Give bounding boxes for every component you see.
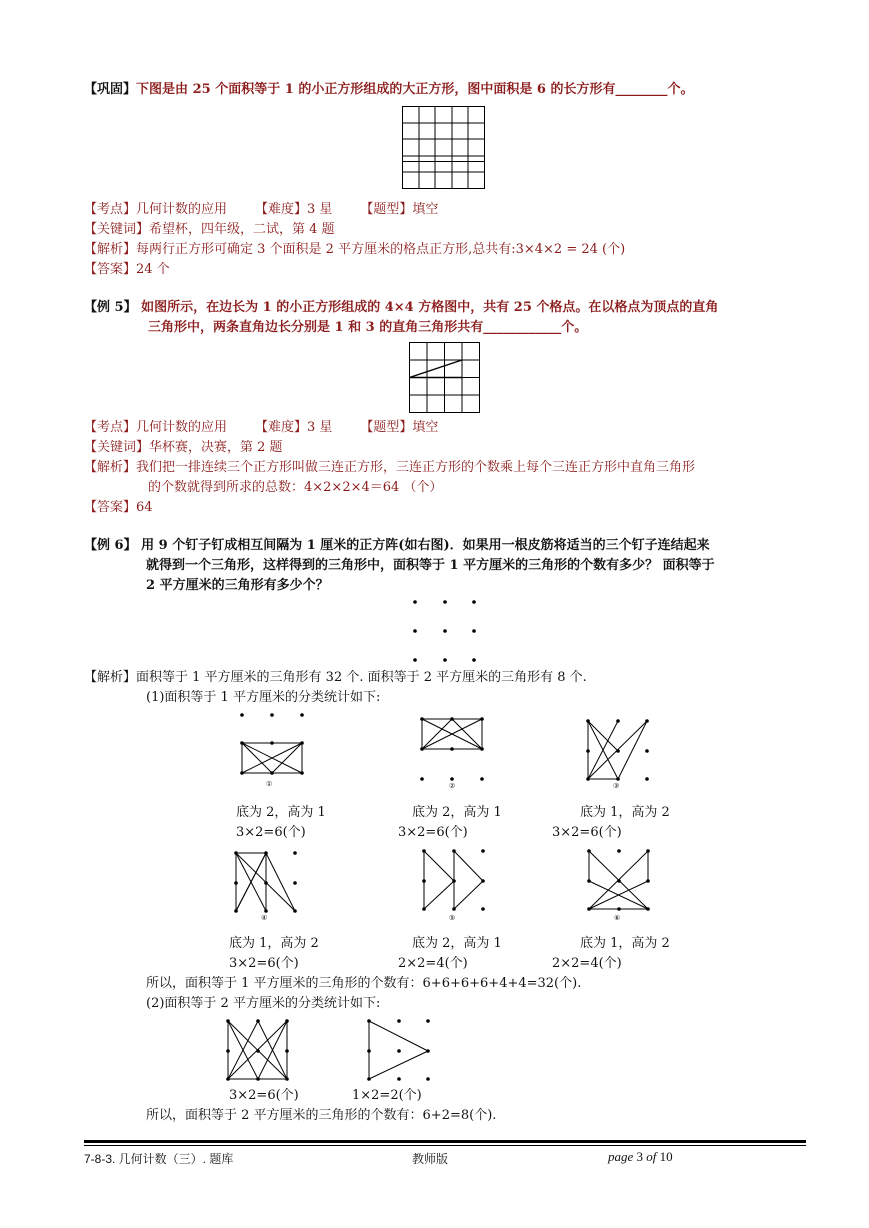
li5-answer: 【答案】64 (84, 500, 153, 515)
case-label-1: 底为 2，高为 1 (236, 805, 326, 820)
area2-count-1: 3×2=6(个) (229, 1088, 299, 1103)
case-figure-6 (586, 848, 652, 914)
li6-summary-1: 所以，面积等于 1 平方厘米的三角形的个数有：6+6+6+6+4+4=32(个). (146, 976, 582, 991)
gonggu-n1: 1 (284, 82, 294, 97)
case-number-4: ④ (261, 914, 268, 922)
li5-solution-1: 【解析】我们把一排连续三个正方形叫做三连正方形，三连正方形的个数乘上每个三连正方形中直角三角形 (84, 460, 696, 475)
li6-question-line1 (84, 536, 710, 556)
area2-figure-2 (366, 1018, 432, 1084)
case-figure-3 (585, 718, 651, 784)
gonggu-question (84, 80, 693, 100)
gonggu-text-a: 下图是由 (136, 82, 189, 97)
gonggu-solution: 【解析】每两行正方形可确定 3 个面积是 2 平方厘米的格点正方形,总共有:3×4×2 = 24 (个) (84, 242, 626, 257)
case-label-3: 底为 1，高为 2 (580, 805, 670, 820)
nine-dot-array (410, 598, 480, 664)
footer-page-of: of (643, 1149, 660, 1164)
li6-tag: 【例 6】 (84, 538, 137, 553)
footer-page (608, 1149, 673, 1165)
li6-part1-title: (1)面积等于 1 平方厘米的分类统计如下: (146, 690, 381, 705)
area2-count-2: 1×2=2(个) (352, 1088, 422, 1103)
footer-page-prefix: page (608, 1149, 637, 1164)
footer-rule-thick (84, 1140, 806, 1143)
li6-text-1: 用 9 个钉子钉成相互间隔为 1 厘米的正方阵(如右图)．如果用一根皮筋将适当的三个钉子连结起来 (141, 538, 710, 553)
gonggu-n25: 25 (192, 82, 211, 97)
li5-question-line1 (84, 298, 718, 318)
case-label-6: 底为 1，高为 2 (580, 936, 670, 951)
gonggu-keywords: 【关键词】希望杯，四年级，二试，第 4 题 (84, 222, 335, 237)
grid-5x5-figure (402, 106, 486, 190)
li5-tixing: 【题型】填空 (360, 420, 439, 435)
li5-keywords: 【关键词】华杯赛，决赛，第 2 题 (84, 440, 283, 455)
area2-figure-1 (225, 1018, 291, 1084)
gonggu-text-d: 的长方形有________个。 (550, 82, 694, 97)
case-count-1: 3×2=6(个) (236, 825, 306, 840)
li5-nandu: 【难度】3 星 (255, 420, 333, 435)
case-label-4: 底为 1，高为 2 (229, 936, 319, 951)
li6-summary-2: 所以，面积等于 2 平方厘米的三角形的个数有：6+2=8(个). (146, 1108, 497, 1123)
case-count-4: 3×2=6(个) (229, 956, 299, 971)
li6-question-line2: 就得到一个三角形，这样得到的三角形中，面积等于 1 平方厘米的三角形的个数有多少？ 面积等于 (146, 558, 715, 573)
case-figure-2 (419, 716, 485, 784)
li5-question-line2: 三角形中，两条直角边长分别是 1 和 3 的直角三角形共有____________个。 (148, 320, 588, 335)
gonggu-n6: 6 (536, 82, 546, 97)
case-count-6: 2×2=4(个) (552, 956, 622, 971)
case-count-3: 3×2=6(个) (552, 825, 622, 840)
case-number-1: ① (266, 780, 273, 788)
li5-solution-2: 的个数就得到所求的总数：4×2×2×4＝64 （个） (148, 480, 443, 495)
gonggu-tag: 【巩固】 (84, 82, 137, 97)
case-number-2: ② (449, 782, 456, 790)
gonggu-answer: 【答案】24 个 (84, 262, 170, 277)
case-figure-4 (233, 850, 299, 916)
footer-center: 教师版 (412, 1152, 449, 1166)
case-label-5: 底为 2，高为 1 (412, 936, 502, 951)
case-number-5: ⑤ (449, 914, 456, 922)
footer-page-num: 3 (636, 1149, 644, 1164)
footer-page-total: 10 (659, 1149, 673, 1164)
gonggu-kaodian: 【考点】几何计数的应用 (84, 202, 228, 217)
footer-rule-thin (84, 1145, 806, 1146)
case-label-2: 底为 2，高为 1 (412, 805, 502, 820)
li6-part2-title: (2)面积等于 2 平方厘米的分类统计如下: (146, 996, 381, 1011)
gonggu-kaodian-line (84, 200, 438, 220)
gonggu-text-c: 的小正方形组成的大正方形，图中面积是 (298, 82, 533, 97)
li5-kaodian: 【考点】几何计数的应用 (84, 420, 228, 435)
li5-tag: 【例 5】 (84, 300, 137, 315)
case-count-2: 3×2=6(个) (398, 825, 468, 840)
footer-left: 7-8-3. 几何计数（三）. 题库 (84, 1152, 234, 1166)
li6-question-line3: 2 平方厘米的三角形有多少个？ (146, 578, 329, 593)
li5-kaodian-line (84, 418, 438, 438)
gonggu-tixing: 【题型】填空 (360, 202, 439, 217)
grid-4x4-figure (409, 342, 481, 414)
li6-solution: 【解析】面积等于 1 平方厘米的三角形有 32 个. 面积等于 2 平方厘米的三角形有 8 个. (84, 670, 587, 685)
case-number-6: ⑥ (614, 914, 621, 922)
case-count-5: 2×2=4(个) (398, 956, 468, 971)
gonggu-text-b: 个面积等于 (215, 82, 281, 97)
case-figure-5 (421, 848, 487, 914)
li5-text-1: 如图所示，在边长为 1 的小正方形组成的 4×4 方格图中，共有 25 个格点。在以格点为顶点的直角 (141, 300, 719, 315)
gonggu-nandu: 【难度】3 星 (255, 202, 333, 217)
case-number-3: ③ (613, 782, 620, 790)
